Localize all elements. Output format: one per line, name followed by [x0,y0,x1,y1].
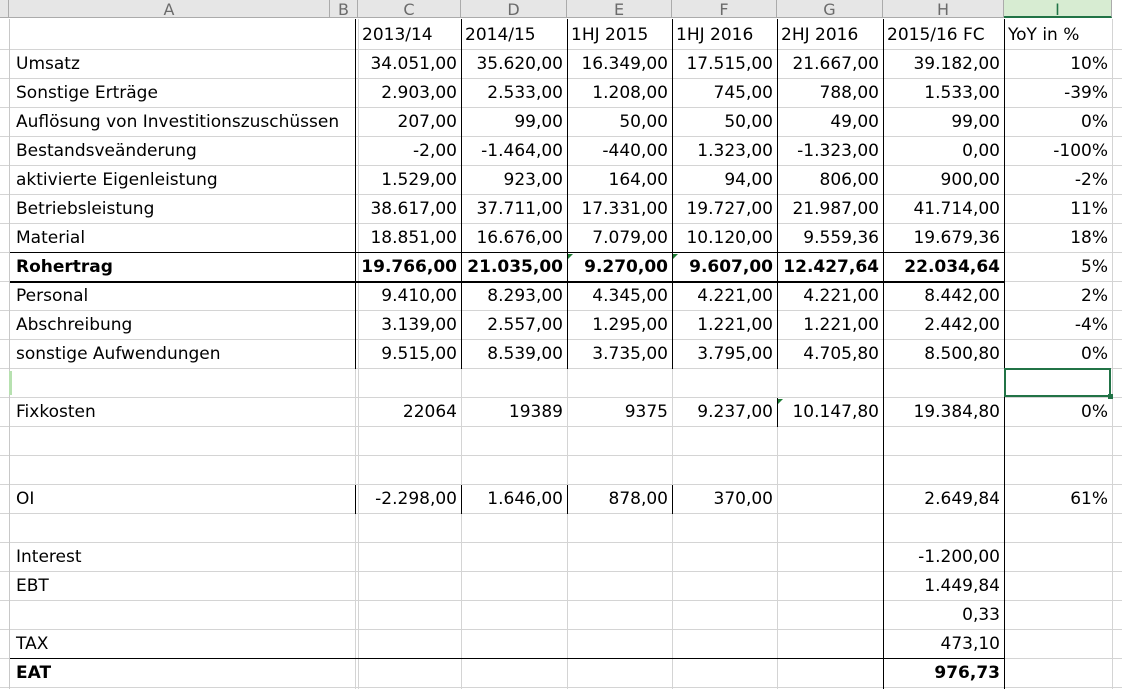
value-cell-i[interactable] [1004,601,1112,630]
border-rohertrag-bottom [9,281,1004,283]
value-cell-g[interactable] [777,659,883,688]
border-vertical [777,19,778,369]
period-header-e[interactable]: 1HJ 2015 [571,25,649,45]
value-cell-e[interactable] [567,572,672,601]
row-label[interactable] [0,601,358,630]
value-cell-d[interactable]: 2.533,00 [487,83,563,103]
column-header-a[interactable]: A [9,0,330,18]
border-vertical [461,19,462,369]
value-cell-g[interactable]: 4.221,00 [803,286,879,306]
value-cell-i[interactable]: 5% [1081,257,1108,277]
value-cell-h[interactable]: 2.649,84 [924,489,1000,509]
column-header-g[interactable]: G [777,0,883,18]
select-all-corner[interactable] [0,0,9,18]
value-cell-i[interactable]: 61% [1070,489,1108,509]
value-cell-d[interactable]: 37.711,00 [476,199,563,219]
value-cell-i[interactable]: 11% [1070,199,1108,219]
value-cell-h[interactable]: 473,10 [940,634,1000,654]
row-label[interactable]: Auflösung von Investitionszuschüssen [16,112,340,132]
value-cell-f[interactable]: 94,00 [724,170,773,190]
value-cell-f[interactable]: 9.607,00 [689,257,773,277]
value-cell-h[interactable]: 0,00 [962,141,1000,161]
border-vertical [355,19,356,369]
period-header-c[interactable]: 2013/14 [362,25,433,45]
column-header-h[interactable]: H [883,0,1004,18]
value-cell-e[interactable] [567,514,672,543]
value-cell-f[interactable] [672,630,777,659]
border-vertical [355,485,356,514]
value-cell-h[interactable]: -1.200,00 [918,547,1000,567]
value-cell-h[interactable]: 0,33 [962,605,1000,625]
border-vertical [672,485,673,514]
value-cell-e[interactable]: 4.345,00 [592,286,668,306]
column-header-c[interactable]: C [358,0,461,18]
period-header-i[interactable]: YoY in % [1008,25,1080,45]
error-indicator-icon [673,254,678,259]
value-cell-g[interactable]: -1.323,00 [797,141,879,161]
value-cell-f[interactable] [672,369,777,398]
row-label[interactable]: Material [16,228,86,248]
column-header-i[interactable]: I [1004,0,1112,18]
period-header-h[interactable]: 2015/16 FC [887,25,985,45]
value-cell-c[interactable] [358,543,461,572]
column-header-f[interactable]: F [672,0,777,18]
row-label[interactable]: Personal [16,286,89,306]
value-cell-e[interactable]: 878,00 [608,489,668,509]
row-label[interactable]: EAT [16,663,52,683]
value-cell-g[interactable] [777,485,883,514]
value-cell-f[interactable]: 4.221,00 [697,286,773,306]
value-cell-i[interactable]: 0% [1081,344,1108,364]
row-label[interactable]: Bestandsveänderung [16,141,197,161]
value-cell-e[interactable] [567,601,672,630]
value-cell-c[interactable] [358,601,461,630]
value-cell-e[interactable]: 17.331,00 [581,199,668,219]
row-label[interactable]: Betriebsleistung [16,199,155,219]
value-cell-c[interactable]: 19.766,00 [361,257,457,277]
value-cell-c[interactable] [358,369,461,398]
value-cell-d[interactable] [461,659,567,688]
value-cell-i[interactable]: -39% [1064,83,1108,103]
value-cell-c[interactable] [358,427,461,456]
row-label[interactable]: Rohertrag [16,257,113,277]
value-cell-c[interactable] [358,630,461,659]
border-vertical [461,485,462,514]
value-cell-f[interactable]: 745,00 [713,83,773,103]
column-header-e[interactable]: E [567,0,672,18]
value-cell-d[interactable]: 8.293,00 [487,286,563,306]
value-cell-d[interactable] [461,456,567,485]
value-cell-i[interactable]: 0% [1081,112,1108,132]
value-cell-f[interactable]: 9.237,00 [697,402,773,422]
value-cell-d[interactable]: 35.620,00 [476,54,563,74]
value-cell-e[interactable]: 1.208,00 [592,83,668,103]
value-cell-g[interactable] [777,514,883,543]
value-cell-h[interactable]: 976,73 [934,663,1000,683]
value-cell-e[interactable]: -440,00 [602,141,668,161]
border-eat-top [9,658,1004,659]
border-left [9,19,10,689]
value-cell-f[interactable]: 17.515,00 [686,54,773,74]
value-cell-h[interactable]: 39.182,00 [913,54,1000,74]
value-cell-g[interactable]: 9.559,36 [803,228,879,248]
value-cell-e[interactable] [567,456,672,485]
row-label[interactable]: EBT [16,576,49,596]
value-cell-f[interactable]: 370,00 [713,489,773,509]
value-cell-c[interactable]: 9.515,00 [381,344,457,364]
value-cell-h[interactable]: 1.449,84 [924,576,1000,596]
border-vertical [567,19,568,369]
value-cell-g[interactable]: 10.147,80 [792,402,879,422]
value-cell-f[interactable] [672,456,777,485]
column-header-b[interactable]: B [330,0,358,18]
value-cell-f[interactable]: 19.727,00 [686,199,773,219]
value-cell-i[interactable]: 2% [1081,286,1108,306]
value-cell-g[interactable]: 1.221,00 [803,315,879,335]
value-cell-d[interactable] [461,543,567,572]
value-cell-i[interactable]: -2% [1074,170,1108,190]
value-cell-h[interactable]: 19.384,80 [913,402,1000,422]
error-indicator-icon [778,399,783,404]
value-cell-e[interactable] [567,630,672,659]
value-cell-g[interactable] [777,601,883,630]
value-cell-i[interactable] [1004,427,1112,456]
value-cell-d[interactable]: 99,00 [514,112,563,132]
value-cell-c[interactable]: 3.139,00 [381,315,457,335]
value-cell-h[interactable]: 1.533,00 [924,83,1000,103]
border-rohertrag-top [9,252,1004,253]
value-cell-c[interactable]: 38.617,00 [370,199,457,219]
value-cell-d[interactable] [461,630,567,659]
value-cell-g[interactable]: 21.667,00 [792,54,879,74]
value-cell-e[interactable] [567,659,672,688]
value-cell-g[interactable] [777,572,883,601]
row-label[interactable]: sonstige Aufwendungen [16,344,221,364]
value-cell-f[interactable] [672,572,777,601]
value-cell-e[interactable]: 3.735,00 [592,344,668,364]
row-label[interactable]: OI [16,489,35,509]
value-cell-i[interactable]: -100% [1053,141,1108,161]
value-cell-h[interactable]: 41.714,00 [913,199,1000,219]
value-cell-f[interactable] [672,543,777,572]
row-label[interactable]: Sonstige Erträge [16,83,158,103]
row-label[interactable]: Abschreibung [16,315,133,335]
value-cell-i[interactable] [1004,572,1112,601]
value-cell-c[interactable] [358,572,461,601]
active-cell-outline[interactable] [1004,368,1111,397]
value-cell-g[interactable] [777,456,883,485]
row-label[interactable] [0,427,358,456]
value-cell-e[interactable] [567,369,672,398]
value-cell-g[interactable]: 4.705,80 [803,344,879,364]
period-header-g[interactable]: 2HJ 2016 [781,25,859,45]
value-cell-d[interactable]: 21.035,00 [467,257,563,277]
period-header-d[interactable]: 2014/15 [465,25,536,45]
value-cell-g[interactable]: 21.987,00 [792,199,879,219]
value-cell-f[interactable] [672,427,777,456]
value-cell-g[interactable] [777,630,883,659]
value-cell-e[interactable] [567,543,672,572]
value-cell-c[interactable]: 9.410,00 [381,286,457,306]
value-cell-d[interactable] [461,427,567,456]
value-cell-i[interactable]: -4% [1074,315,1108,335]
value-cell-g[interactable]: 49,00 [830,112,879,132]
value-cell-h[interactable] [883,369,1004,398]
value-cell-e[interactable]: 164,00 [608,170,668,190]
value-cell-i[interactable] [1004,514,1112,543]
value-cell-d[interactable]: 8.539,00 [487,344,563,364]
row-label[interactable]: Fixkosten [16,402,96,422]
value-cell-h[interactable]: 900,00 [940,170,1000,190]
value-cell-d[interactable]: 1.646,00 [487,489,563,509]
value-cell-c[interactable]: 34.051,00 [370,54,457,74]
gridline-col [1112,19,1113,689]
value-cell-f[interactable] [672,601,777,630]
value-cell-g[interactable]: 788,00 [819,83,879,103]
value-cell-h[interactable]: 8.500,80 [924,344,1000,364]
value-cell-h[interactable] [883,514,1004,543]
value-cell-f[interactable]: 10.120,00 [686,228,773,248]
value-cell-d[interactable]: 16.676,00 [476,228,563,248]
row-label[interactable]: TAX [16,634,49,654]
value-cell-f[interactable] [672,659,777,688]
value-cell-c[interactable]: 1.529,00 [381,170,457,190]
value-cell-d[interactable]: 923,00 [503,170,563,190]
value-cell-i[interactable]: 18% [1070,228,1108,248]
value-cell-d[interactable] [461,514,567,543]
value-cell-c[interactable] [358,659,461,688]
value-cell-c[interactable]: -2,00 [413,141,457,161]
border-vertical [883,19,884,369]
row-label[interactable]: Umsatz [16,54,80,74]
row-label[interactable]: Interest [16,547,82,567]
value-cell-e[interactable] [567,427,672,456]
row-label[interactable] [0,456,358,485]
value-cell-h[interactable] [883,427,1004,456]
value-cell-e[interactable]: 50,00 [619,112,668,132]
value-cell-c[interactable]: 207,00 [397,112,457,132]
value-cell-d[interactable] [461,572,567,601]
border-vertical [672,19,673,369]
value-cell-i[interactable]: 0% [1081,402,1108,422]
value-cell-e[interactable]: 1.295,00 [592,315,668,335]
value-cell-f[interactable] [672,514,777,543]
column-header-d[interactable]: D [461,0,567,18]
value-cell-g[interactable]: 12.427,64 [783,257,879,277]
value-cell-i[interactable] [1004,659,1112,688]
value-cell-h[interactable]: 19.679,36 [913,228,1000,248]
value-cell-h[interactable]: 22.034,64 [904,257,1000,277]
value-cell-e[interactable]: 9.270,00 [584,257,668,277]
value-cell-h[interactable]: 99,00 [951,112,1000,132]
value-cell-c[interactable]: -2.298,00 [375,489,457,509]
value-cell-e[interactable]: 16.349,00 [581,54,668,74]
value-cell-i[interactable] [1004,630,1112,659]
value-cell-d[interactable] [461,601,567,630]
value-cell-c[interactable] [358,456,461,485]
value-cell-e[interactable]: 7.079,00 [592,228,668,248]
value-cell-c[interactable]: 18.851,00 [370,228,457,248]
value-cell-g[interactable]: 806,00 [819,170,879,190]
value-cell-c[interactable] [358,514,461,543]
row-selection-marker [9,371,12,395]
value-cell-f[interactable]: 1.323,00 [697,141,773,161]
value-cell-c[interactable]: 22064 [402,402,457,422]
value-cell-e[interactable]: 9375 [624,402,668,422]
value-cell-h[interactable] [883,456,1004,485]
value-cell-d[interactable]: 19389 [508,402,563,422]
value-cell-f[interactable]: 50,00 [724,112,773,132]
error-indicator-icon [568,254,573,259]
row-label[interactable] [0,369,358,398]
value-cell-h[interactable]: 8.442,00 [924,286,1000,306]
value-cell-g[interactable] [777,369,883,398]
border-vertical [1004,19,1005,689]
value-cell-f[interactable]: 1.221,00 [697,315,773,335]
fill-handle[interactable] [1108,394,1113,399]
border-vertical [883,369,884,689]
value-cell-h[interactable]: 2.442,00 [924,315,1000,335]
value-cell-f[interactable]: 3.795,00 [697,344,773,364]
value-cell-d[interactable] [461,369,567,398]
row-label[interactable]: aktivierte Eigenleistung [16,170,218,190]
value-cell-g[interactable] [777,543,883,572]
value-cell-d[interactable]: -1.464,00 [481,141,563,161]
border-vertical [567,485,568,514]
row-label[interactable] [0,514,358,543]
value-cell-g[interactable] [777,427,883,456]
value-cell-i[interactable] [1004,543,1112,572]
value-cell-c[interactable]: 2.903,00 [381,83,457,103]
value-cell-i[interactable]: 10% [1070,54,1108,74]
value-cell-i[interactable] [1004,456,1112,485]
value-cell-d[interactable]: 2.557,00 [487,315,563,335]
period-header-f[interactable]: 1HJ 2016 [676,25,754,45]
